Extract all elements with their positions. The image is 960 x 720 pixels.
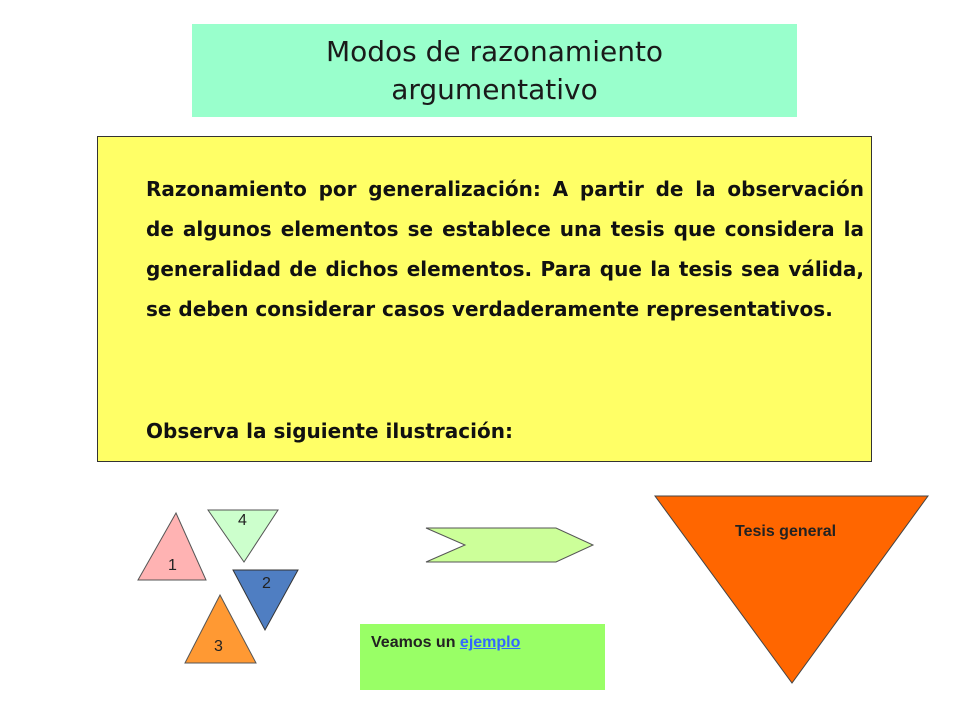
observe-instruction: Observa la siguiente ilustración: — [146, 419, 513, 443]
triangle-3-label: 3 — [214, 638, 223, 655]
chevron-arrow — [426, 528, 593, 562]
example-text — [371, 634, 520, 652]
definition-paragraph: Razonamiento por generalización: A partir de la observación de algunos elementos se establece una tesis que considera la generalidad de dichos elementos. Para que la tesis sea válida, se deben considerar casos verdaderamente representativos. — [146, 177, 864, 321]
example-link[interactable]: ejemplo — [459, 634, 521, 651]
example-box — [360, 624, 605, 690]
triangle-4-label: 4 — [238, 512, 247, 529]
tesis-general-label: Tesis general — [735, 523, 837, 540]
triangle-1-label: 1 — [168, 557, 177, 574]
slide-title: Modos de razonamiento argumentativo — [325, 34, 664, 106]
example-prefix: Veamos un — [371, 634, 460, 651]
triangle-2-label: 2 — [262, 575, 271, 592]
